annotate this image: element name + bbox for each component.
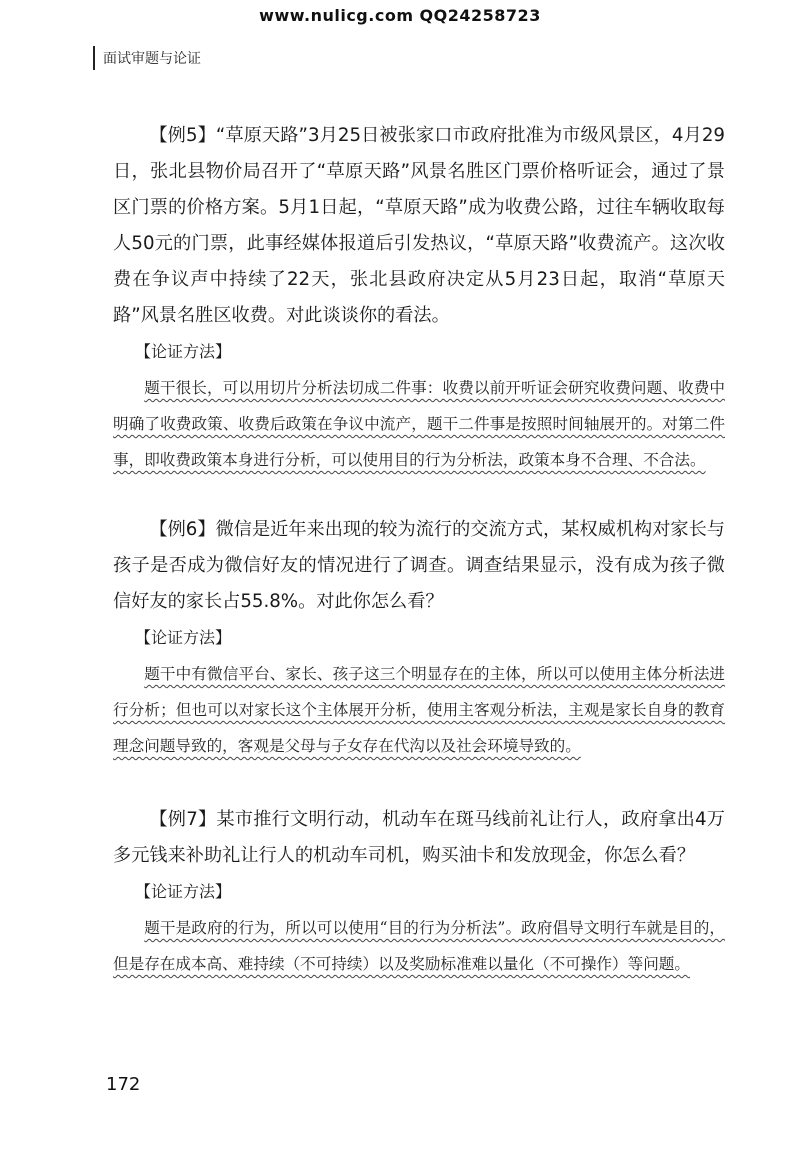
example-5	[113, 118, 725, 478]
example-text: 某市推行文明行动，机动车在斑马线前礼让行人，政府拿出4万多元钱来补助礼让行人的机动车司机，购买油卡和发放现金，你怎么看？	[113, 809, 725, 866]
method-analysis	[113, 370, 725, 478]
method-analysis	[113, 656, 725, 764]
method-label: 【论证方法】	[135, 882, 232, 901]
example-6	[113, 512, 725, 764]
example-question	[113, 802, 725, 874]
example-text: “草原天路”3月25日被张家口市政府批准为市级风景区，4月29日，张北县物价局召开了“草原天路”风景名胜区门票价格听证会，通过了景区门票的价格方案。5月1日起，“草原天路”成为收费公路，过往车辆收取每人50元的门票，此事经媒体报道后引发热议，“草原天路”收费流产。这次收费在争议声中持续了22天，张北县政府决定从5月23日起，取消“草原天路”风景名胜区收费。对此谈谈你的看法。	[113, 125, 725, 326]
header-title: 面试审题与论证	[103, 51, 201, 67]
method-label: 【论证方法】	[135, 342, 232, 361]
example-question	[113, 512, 725, 620]
header-divider	[93, 46, 95, 70]
example-tag: 【例6】	[149, 519, 216, 540]
example-tag: 【例7】	[149, 809, 217, 830]
analysis-text: 题干中有微信平台、家长、孩子这三个明显存在的主体，所以可以使用主体分析法进行分析；但也可以对家长这个主体展开分析，使用主客观分析法，主观是家长自身的教育理念问题导致的，客观是父母与子女存在代沟以及社会环境导致的。	[113, 665, 725, 755]
method-label: 【论证方法】	[135, 628, 232, 647]
page-content	[113, 118, 725, 982]
running-header	[93, 46, 201, 70]
page-number: 172	[106, 1074, 141, 1095]
analysis-text: 题干是政府的行为，所以可以使用“目的行为分析法”。政府倡导文明行车就是目的，但是存在成本高、难持续（不可持续）以及奖励标准难以量化（不可操作）等问题。	[113, 919, 725, 973]
example-question	[113, 118, 725, 334]
example-text: 微信是近年来出现的较为流行的交流方式，某权威机构对家长与孩子是否成为微信好友的情况进行了调查。调查结果显示，没有成为孩子微信好友的家长占55.8%。对此你怎么看？	[113, 519, 725, 612]
watermark: www.nulicg.com QQ24258723	[259, 6, 541, 25]
example-7	[113, 802, 725, 982]
example-tag: 【例5】	[149, 125, 216, 146]
method-analysis	[113, 910, 725, 982]
analysis-text: 题干很长，可以用切片分析法切成二件事：收费以前开听证会研究收费问题、收费中明确了收费政策、收费后政策在争议中流产，题干二件事是按照时间轴展开的。对第二件事，即收费政策本身进行分析，可以使用目的行为分析法，政策本身不合理、不合法。	[113, 379, 725, 469]
